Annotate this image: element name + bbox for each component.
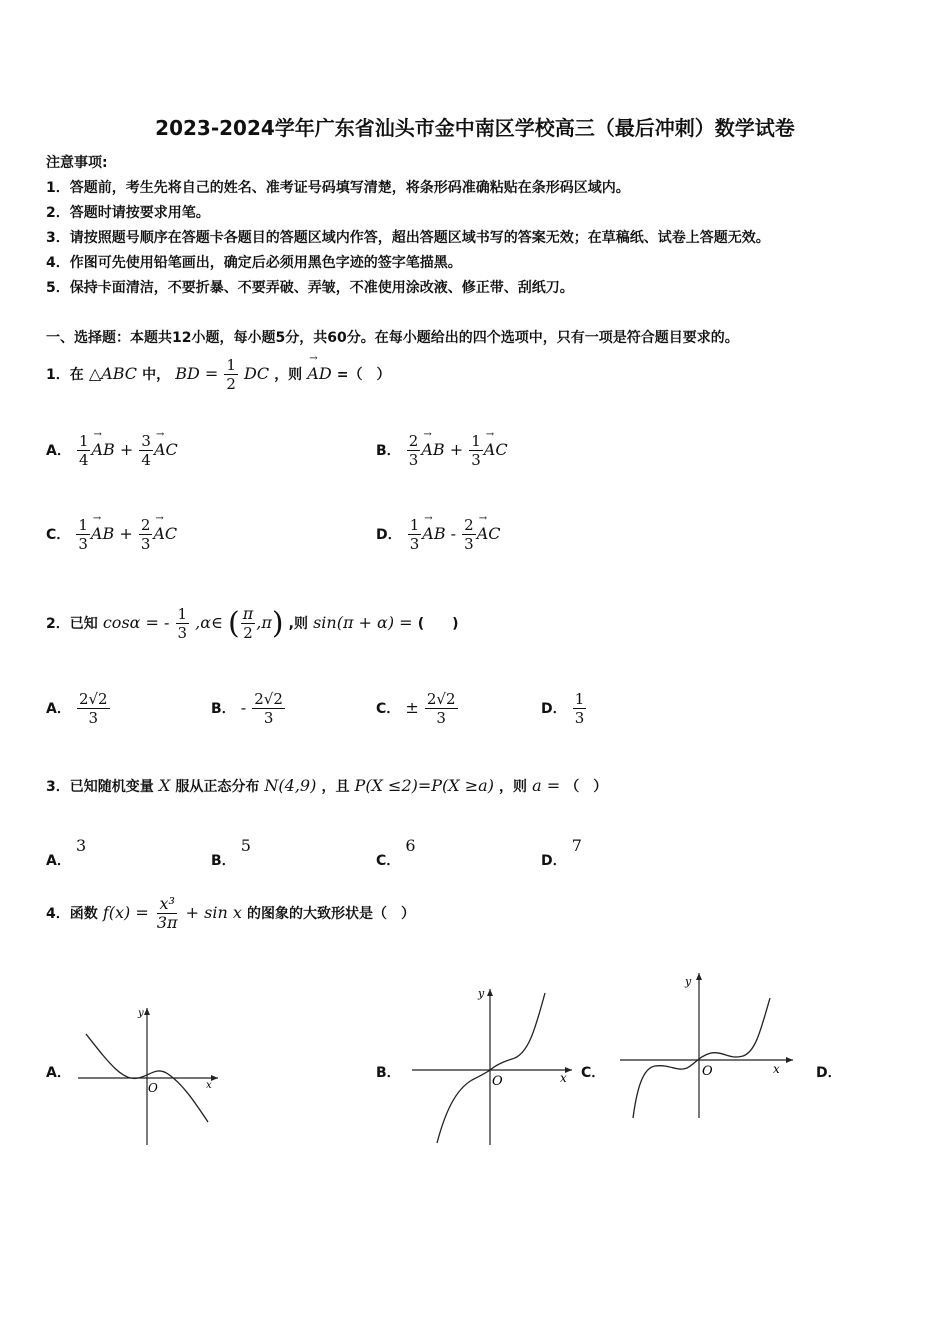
notice-heading: 注意事项: bbox=[46, 155, 108, 171]
q2-alpha-in: ,α∈ bbox=[195, 613, 223, 632]
q3-option-c: C． 6 bbox=[376, 836, 416, 869]
q4-number: 4．函数 bbox=[46, 906, 98, 922]
q2-option-c: C． ± $\frac{2√2}{3}$ bbox=[376, 690, 456, 727]
q3-option-a: A． 3 bbox=[46, 836, 87, 869]
y-label: y bbox=[138, 1008, 144, 1019]
question-4: 4．函数 f(x) = $\frac{\text{x³}}{3\pi}$ + sin x 的图象的大致形状是（ ） bbox=[46, 894, 415, 932]
q1-then: ，则 bbox=[274, 367, 303, 383]
notice-item: 1．答题前，考生先将自己的姓名、准考证号码填写清楚，将条形码准确粘贴在条形码区域内。 bbox=[46, 180, 630, 196]
option-label: B． bbox=[376, 443, 401, 459]
q1-option-b: B． $\frac{2}{3}$ → AB + $\frac{1}{3}$ → AC bbox=[376, 432, 508, 469]
q1-text: 中， bbox=[142, 367, 171, 383]
origin-label: O bbox=[702, 1064, 713, 1079]
q2-tail: ( ) bbox=[417, 616, 459, 632]
notice-item: 5．保持卡面清洁，不要折暴、不要弄破、弄皱，不准使用涂改液、修正带、刮纸刀。 bbox=[46, 280, 574, 296]
q3-probability: P(X ≤2)=P(X ≥a) bbox=[354, 776, 494, 795]
notice-item: 4．作图可先使用铅笔画出，确定后必须用黑色字迹的签字笔描黑。 bbox=[46, 255, 462, 271]
q4-function: f(x) = bbox=[102, 903, 149, 922]
q1-cond-eq: = bbox=[204, 364, 219, 383]
q3-number: 3．已知随机变量 bbox=[46, 779, 154, 795]
option-label: A． bbox=[46, 443, 71, 459]
curve bbox=[633, 998, 770, 1118]
q3-a: a = bbox=[532, 776, 561, 795]
q2-option-a: A． $\frac{2√2}{3}$ bbox=[46, 690, 108, 727]
q1-cond-rhs: DC bbox=[244, 364, 270, 383]
y-label: y bbox=[478, 987, 485, 1000]
q3-variable: X bbox=[158, 776, 171, 795]
q3-option-d: D． 7 bbox=[541, 836, 582, 869]
origin-label: O bbox=[492, 1074, 503, 1089]
q2-cos: cosα = - bbox=[102, 613, 170, 632]
q2-option-b: B． - $\frac{2√2}{3}$ bbox=[211, 690, 283, 727]
q3-text: 服从正态分布 bbox=[175, 779, 260, 795]
q2-number: 2．已知 bbox=[46, 616, 98, 632]
q1-cond-lhs: BD bbox=[175, 364, 200, 383]
q2-sin: sin(π + α) = bbox=[313, 613, 413, 632]
q4-tail: 的图象的大致形状是（ ） bbox=[246, 906, 415, 922]
notice-item: 3．请按照题号顺序在答题卡各题目的答题区域内作答，超出答题区域书写的答案无效；在草稿纸、试卷上答题无效。 bbox=[46, 230, 770, 246]
q3-then: ，则 bbox=[499, 779, 528, 795]
q3-and: ，且 bbox=[321, 779, 350, 795]
x-label: x bbox=[206, 1080, 212, 1091]
q4-option-c-label: C． bbox=[581, 1065, 606, 1081]
q1-triangle: △ABC bbox=[88, 364, 137, 383]
section-heading: 一、选择题：本题共12小题，每小题5分，共60分。在每小题给出的四个选项中，只有一项是符合题目要求的。 bbox=[46, 330, 739, 346]
x-label: x bbox=[773, 1062, 780, 1076]
notice-item: 2．答题时请按要求用笔。 bbox=[46, 205, 210, 221]
question-1 bbox=[46, 356, 391, 393]
q4-plus: + sin x bbox=[185, 903, 242, 922]
graph-c bbox=[615, 968, 800, 1123]
q3-option-b: B． 5 bbox=[211, 836, 251, 869]
question-2: 2．已知 cosα = - $\frac{1}{3}$ ,α∈ ( $\frac{\pi}{2}$ ,π) ,则 sin(π + α) = ( ) bbox=[46, 604, 459, 642]
q4-option-a-label: A． bbox=[46, 1065, 71, 1081]
page-title: 2023-2024学年广东省汕头市金中南区学校高三（最后冲刺）数学试卷 bbox=[155, 116, 795, 140]
question-3 bbox=[46, 776, 607, 796]
option-label: D． bbox=[376, 527, 402, 543]
q1-option-a: A． $\frac{1}{4}$ → AB + $\frac{3}{4}$ → AC bbox=[46, 432, 178, 469]
curve bbox=[437, 993, 545, 1143]
x-label: x bbox=[560, 1071, 567, 1085]
graph-b bbox=[410, 985, 580, 1150]
option-label: C． bbox=[46, 527, 71, 543]
q2-option-d: D． $\frac{1}{3}$ bbox=[541, 690, 585, 727]
q1-option-d: D． $\frac{1}{3}$ → AB - $\frac{2}{3}$ → AC bbox=[376, 516, 501, 553]
q3-distribution: N(4,9) bbox=[264, 776, 317, 795]
q1-number: 1．在 bbox=[46, 367, 84, 383]
q3-tail: （ ） bbox=[565, 779, 608, 795]
q1-target-vector: → AD bbox=[307, 364, 331, 383]
q1-cond-fraction: $\frac{1}{2}$ bbox=[226, 356, 236, 393]
y-label: y bbox=[685, 975, 692, 988]
q1-option-c: C． $\frac{1}{3}$ → AB + $\frac{2}{3}$ → AC bbox=[46, 516, 177, 553]
graph-a bbox=[78, 1000, 223, 1150]
q4-option-b-label: B． bbox=[376, 1065, 401, 1081]
origin-label: O bbox=[148, 1081, 158, 1095]
q1-tail: =（ ） bbox=[336, 367, 391, 383]
q2-then: ,则 bbox=[288, 616, 308, 632]
q4-option-d-label: D． bbox=[816, 1065, 842, 1081]
